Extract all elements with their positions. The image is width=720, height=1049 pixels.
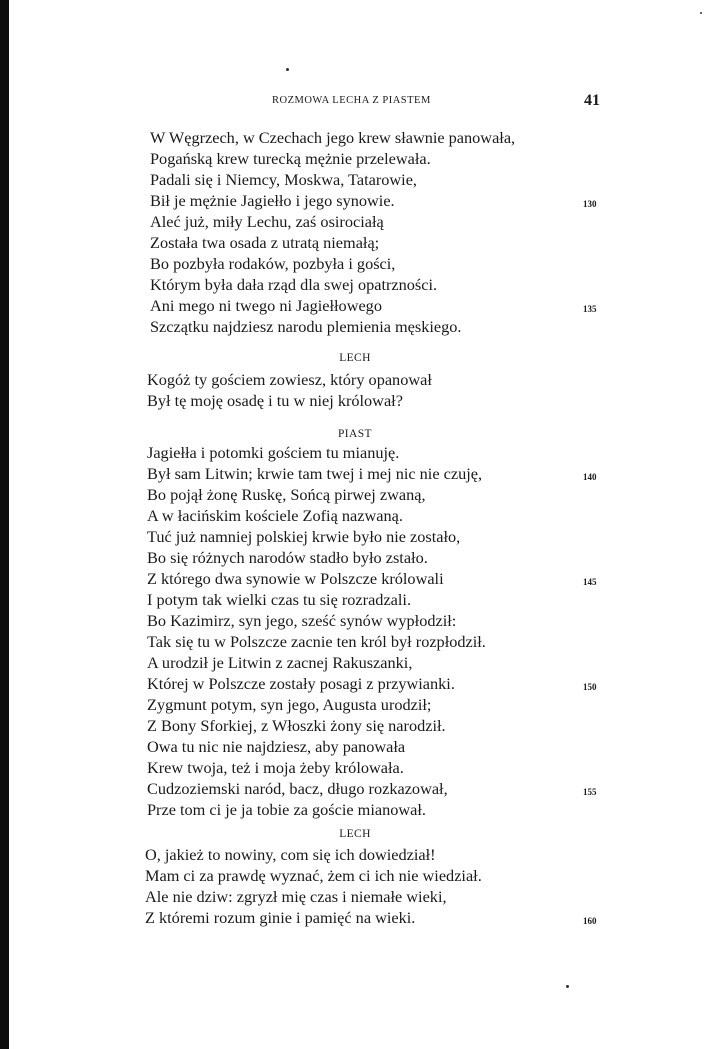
verse-line: Jagiełła i potomki gościem tu mianuję.	[147, 443, 400, 462]
scan-speck	[566, 985, 569, 988]
verse-line: I potym tak wielki czas tu się rozradzali.	[147, 590, 412, 609]
verse-line: Był sam Litwin; krwie tam twej i mej nic nie czuję,	[147, 464, 483, 483]
scan-speck	[700, 12, 702, 14]
page-header	[0, 92, 720, 111]
verse-line: Cudzoziemski naród, bacz, długo rozkazował,	[147, 779, 448, 798]
verse-line: W Węgrzech, w Czechach jego krew sławnie panowała,	[150, 128, 516, 147]
verse-line: Bo Kazimirz, syn jego, sześć synów wypłodził:	[147, 611, 457, 630]
line-number: 150	[583, 682, 597, 692]
line-number: 140	[583, 472, 597, 482]
verse-line: Aleć już, miły Lechu, zaś osirociałą	[150, 212, 384, 231]
verse-line: Której w Polszcze zostały posagi z przywianki.	[147, 674, 455, 693]
verse-line: Którym była dała rząd dla swej opatrzności.	[150, 275, 438, 294]
verse-line: Z któremi rozum ginie i pamięć na wieki.	[145, 908, 416, 927]
verse-line: Mam ci za prawdę wyznać, żem ci ich nie wiedział.	[145, 866, 482, 885]
running-head: ROZMOWA LECHA Z PIASTEM	[272, 95, 431, 106]
verse-line: Ani mego ni twego ni Jagiełłowego	[150, 296, 382, 315]
verse-line: Padali się i Niemcy, Moskwa, Tatarowie,	[150, 170, 417, 189]
verse-line: A urodził je Litwin z zacnej Rakuszanki,	[147, 653, 413, 672]
verse-line: Szczątku najdziesz narodu plemienia męskiego.	[150, 317, 462, 336]
verse-line: Tuć już namniej polskiej krwie było nie zostało,	[147, 527, 461, 546]
verse-line: Bił je mężnie Jagiełło i jego synowie.	[150, 191, 395, 210]
verse-line: Z Bony Sforkiej, z Włoszki żony się narodził.	[147, 716, 446, 735]
verse-line: Zygmunt potym, syn jego, Augusta urodził;	[147, 695, 432, 714]
line-number: 135	[583, 304, 597, 314]
line-number: 160	[583, 916, 597, 926]
verse-line: Owa tu nic nie najdziesz, aby panowała	[147, 737, 406, 756]
line-number: 130	[583, 199, 597, 209]
speaker-name: PIAST	[338, 428, 372, 440]
verse-line: O, jakież to nowiny, com się ich dowiedział!	[145, 845, 436, 864]
speaker-name: LECH	[339, 352, 371, 364]
verse-line: Bo się różnych narodów stadło było zstało.	[147, 548, 428, 567]
page-number: 41	[584, 92, 600, 109]
verse-line: Tak się tu w Polszcze zacnie ten król był rozpłodził.	[147, 632, 486, 651]
verse-line: Pogańską krew turecką mężnie przelewała.	[150, 149, 431, 168]
scan-edge-shadow	[0, 0, 9, 1049]
verse-line: Bo pojął żonę Ruskę, Sońcą pirwej zwaną,	[147, 485, 426, 504]
scan-speck	[286, 68, 289, 71]
verse-line: Prze tom ci je ja tobie za goście mianował.	[147, 800, 426, 819]
verse-line: Był tę moję osadę i tu w niej królował?	[147, 391, 403, 410]
verse-line: Z którego dwa synowie w Polszcze królowali	[147, 569, 444, 588]
line-number: 145	[583, 577, 597, 587]
speaker-name: LECH	[339, 828, 371, 840]
verse-line: Ale nie dziw: zgryzł mię czas i niemałe wieki,	[145, 887, 447, 906]
line-number: 155	[583, 787, 597, 797]
verse-line: A w łacińskim kościele Zofią nazwaną.	[147, 506, 403, 525]
verse-line: Bo pozbyła rodaków, pozbyła i gości,	[150, 254, 396, 273]
verse-line: Została twa osada z utratą niemałą;	[150, 233, 380, 252]
verse-line: Krew twoja, też i moja żeby królowała.	[147, 758, 404, 777]
verse-line: Kogóż ty gościem zowiesz, który opanował	[147, 370, 432, 389]
